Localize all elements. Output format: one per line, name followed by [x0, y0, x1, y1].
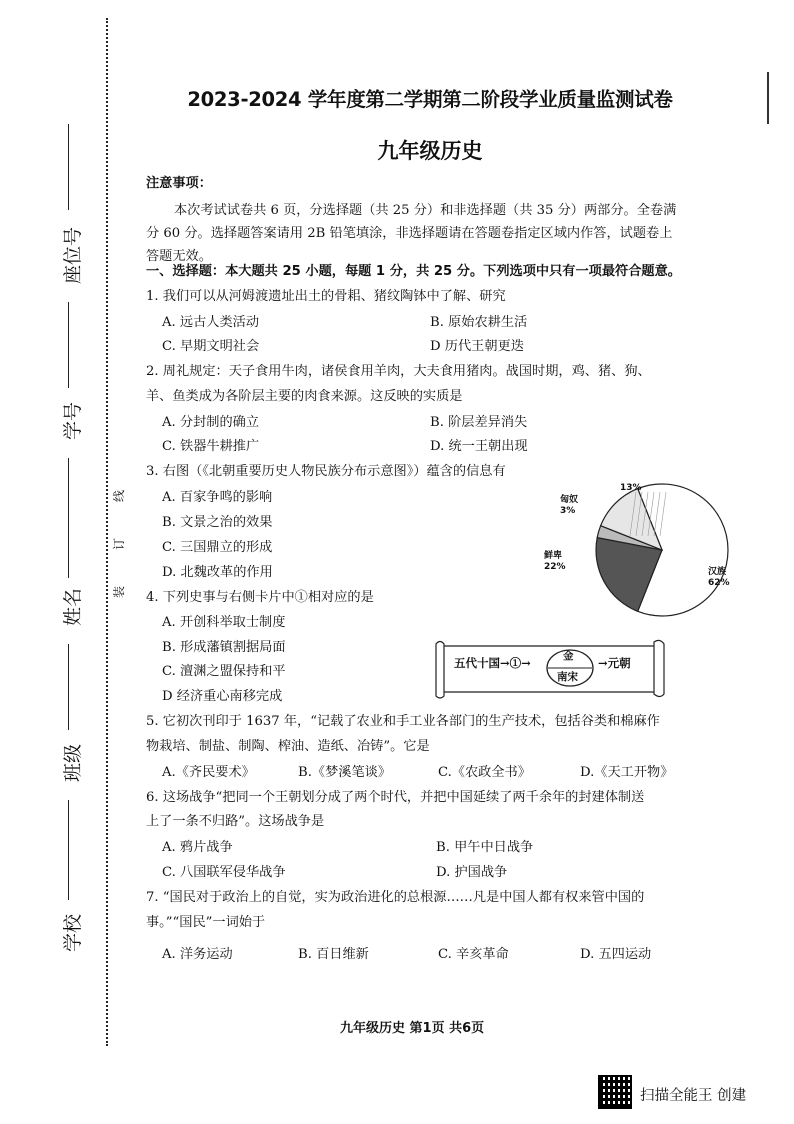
question-stem: 7. “国民对于政治上的自觉，实为政治进化的总根源……凡是中国人都有权来管中国的	[146, 890, 645, 905]
question-stem: 物栽培、制盐、制陶、榨油、造纸、冶铸”。它是	[146, 739, 430, 754]
notes-line: 答题无效。	[146, 249, 212, 264]
question-stem: 5. 它初次刊印于 1637 年，“记载了农业和手工业各部门的生产技术，包括谷类和棉麻作	[146, 714, 660, 729]
student-number-label: 学号	[62, 401, 84, 440]
label-xianbei-value: 22%	[544, 562, 566, 572]
option-d: D.《天工开物》	[580, 765, 674, 780]
label-xiongnu-value: 3%	[560, 506, 576, 516]
option-b: B. 甲午中日战争	[436, 840, 534, 855]
label-other-value: 13%	[620, 483, 642, 493]
question-stem: 1. 我们可以从河姆渡遗址出土的骨耜、猪纹陶钵中了解、研究	[146, 289, 506, 304]
question-stem: 事。”“国民”一词始于	[146, 915, 266, 930]
class-label: 班级	[62, 743, 84, 782]
card-southern-song: 南宋	[557, 671, 578, 683]
option-a: A. 开创科举取士制度	[162, 615, 286, 630]
option-d: D. 北魏改革的作用	[162, 565, 273, 580]
notes-line: 本次考试试卷共 6 页，分选择题（共 25 分）和非选择题（共 35 分）两部分。全卷满	[174, 203, 677, 218]
scanner-watermark: 扫描全能王 创建	[640, 1088, 747, 1104]
seat-number-label: 座位号	[62, 226, 84, 284]
option-c: C.《农政全书》	[438, 765, 531, 780]
option-a: A. 分封制的确立	[162, 415, 260, 430]
option-c: C. 三国鼎立的形成	[162, 540, 273, 555]
option-a: A.《齐民要术》	[162, 765, 255, 780]
card-right-text: →元朝	[598, 656, 631, 670]
student-number-blank	[68, 302, 69, 388]
label-xiongnu-name: 匈奴	[560, 495, 579, 505]
notes-line: 分 60 分。选择题答案请用 2B 铅笔填涂，非选择题请在答题卷指定区域内作答，试题卷上	[146, 226, 673, 241]
option-d: D 历代王朝更迭	[430, 339, 524, 354]
option-c: C. 铁器牛耕推广	[162, 439, 260, 454]
question-stem: 羊、鱼类成为各阶层主要的肉食来源。这反映的实质是	[146, 389, 463, 404]
option-a: A. 百家争鸣的影响	[162, 490, 273, 505]
option-a: A. 鸦片战争	[162, 840, 233, 855]
binding-dotted-line	[106, 18, 108, 1046]
bind-char-zhuang: 装	[112, 585, 126, 598]
name-label: 姓名	[62, 587, 84, 626]
section-heading: 一、选择题：本大题共 25 小题，每题 1 分，共 25 分。下列选项中只有一项最符合题意。	[146, 264, 681, 279]
qr-code-icon	[598, 1075, 632, 1109]
question-stem: 上了一条不归路”。这场战争是	[146, 814, 325, 829]
question-stem: 6. 这场战争“把同一个王朝划分成了两个时代，并把中国延续了两千余年的封建体制送	[146, 790, 645, 805]
page-footer: 九年级历史 第1页 共6页	[340, 1021, 485, 1036]
option-d: D. 统一王朝出现	[430, 439, 528, 454]
seat-number-blank	[68, 124, 69, 210]
ethnic-distribution-pie-chart	[540, 476, 730, 626]
timeline-card	[434, 638, 666, 700]
option-b: B. 原始农耕生活	[430, 315, 528, 330]
question-stem: 2. 周礼规定：天子食用牛肉，诸侯食用羊肉，大夫食用猪肉。战国时期，鸡、猪、狗、	[146, 364, 651, 379]
option-b: B. 形成藩镇割据局面	[162, 640, 286, 655]
class-blank	[68, 644, 69, 730]
option-a: A. 洋务运动	[162, 947, 233, 962]
school-label: 学校	[62, 913, 84, 952]
option-d: D 经济重心南移完成	[162, 689, 283, 704]
option-b: B. 阶层差异消失	[430, 415, 528, 430]
exam-title: 2023-2024 学年度第二学期第二阶段学业质量监测试卷	[187, 88, 673, 111]
option-c: C. 辛亥革命	[438, 947, 509, 962]
margin-mark	[767, 72, 769, 124]
notes-heading: 注意事项：	[146, 176, 212, 191]
label-xianbei-name: 鲜卑	[544, 551, 563, 561]
bind-char-ding: 订	[112, 537, 126, 550]
label-han-value: 62%	[708, 578, 730, 588]
option-b: B.《梦溪笔谈》	[298, 765, 392, 780]
option-d: D. 护国战争	[436, 865, 508, 880]
bind-char-line: 线	[112, 489, 126, 502]
option-b: B. 文景之治的效果	[162, 515, 273, 530]
option-a: A. 远古人类活动	[162, 315, 260, 330]
option-b: B. 百日维新	[298, 947, 369, 962]
option-c: C. 澶渊之盟保持和平	[162, 664, 286, 679]
question-stem: 3. 右图（《北朝重要历史人物民族分布示意图》）蕴含的信息有	[146, 464, 506, 479]
name-blank	[68, 458, 69, 578]
card-jin: 金	[563, 650, 574, 662]
option-d: D. 五四运动	[580, 947, 652, 962]
label-han-name: 汉族	[708, 567, 727, 577]
option-c: C. 早期文明社会	[162, 339, 260, 354]
exam-subtitle: 九年级历史	[377, 139, 483, 163]
card-left-text: 五代十国→①→	[454, 656, 531, 670]
school-blank	[68, 800, 69, 900]
question-stem: 4. 下列史事与右侧卡片中①相对应的是	[146, 590, 374, 605]
option-c: C. 八国联军侵华战争	[162, 865, 286, 880]
